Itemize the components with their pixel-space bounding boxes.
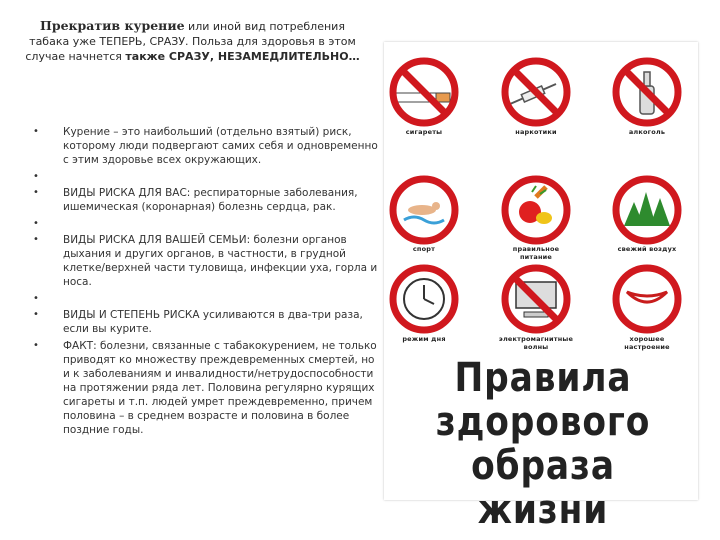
healthy-lifestyle-poster [384, 42, 698, 533]
intro-text: или иной вид потребления табака уже ТЕПЕРЬ, СРАЗУ. Польза для здоровья в этом случае начнется [25, 20, 356, 63]
bullet-item: • ВИДЫ И СТЕПЕНЬ РИСКА усиливаются в два-три раза, если вы курите. [33, 308, 378, 336]
caption-em-waves: электромагнитные волны [498, 335, 574, 351]
clock-icon [393, 268, 455, 330]
intro-paragraph [20, 18, 365, 64]
bullet-item-empty [33, 217, 378, 233]
caption-drugs: наркотики [515, 128, 557, 136]
intro-emphasis: также СРАЗУ, НЕЗАМЕДЛИТЕЛЬНО… [125, 50, 360, 63]
fir-trees-icon [616, 179, 678, 241]
no-cigarette-icon [393, 61, 455, 123]
bullet-item-empty [33, 170, 378, 186]
bullet-item-empty [33, 292, 378, 308]
bullet-item: • Курение – это наибольший (отдельно взятый) риск, которому люди подвергают самих себя и одновременно с этим здоровье всех окружающих. [33, 125, 378, 167]
caption-good-mood: хорошее настроение [624, 335, 670, 351]
swimmer-icon [393, 179, 455, 241]
bullet-item: • ВИДЫ РИСКА ДЛЯ ВАС: респираторные заболевания, ишемическая (коронарная) болезнь сердца, рак. [33, 186, 378, 214]
intro-lead: Прекратив курение [40, 18, 185, 33]
no-alcohol-icon [616, 61, 678, 123]
poster-title [427, 356, 659, 532]
caption-nutrition: правильное питание [512, 245, 560, 261]
smile-icon [616, 268, 678, 330]
poster-title-line: Правила [454, 355, 632, 401]
poster-title-line: здорового [435, 399, 651, 445]
caption-daily-routine: режим дня [402, 335, 446, 343]
caption-sport: спорт [412, 245, 436, 253]
risk-bullet-list [33, 125, 378, 437]
bullet-item: • ВИДЫ РИСКА ДЛЯ ВАШЕЙ СЕМЬИ: болезни органов дыхания и других органов, в частности, в грудной клетке/верхней части туловища, инфекции уха, горла и носа. [33, 233, 378, 289]
poster-title-line: образа жизни [471, 443, 615, 533]
caption-cigarettes: сигареты [405, 128, 443, 136]
no-computer-icon [505, 268, 567, 330]
bullet-item: • ФАКТ: болезни, связанные с табакокурением, не только приводят ко множеству преждевременных смертей, но и к заболеваниям и инвалидности/нетрудоспособности на протяжении ряда лет. Половина регулярно курящих сигареты и т.п. людей умрет преждевременно, причем половина – в среднем возрасте и половина в более поздние годы. [33, 339, 378, 437]
no-syringe-icon [505, 61, 567, 123]
healthy-food-icon [505, 179, 567, 241]
caption-alcohol: алкоголь [628, 128, 666, 136]
caption-fresh-air: свежий воздух [617, 245, 677, 253]
